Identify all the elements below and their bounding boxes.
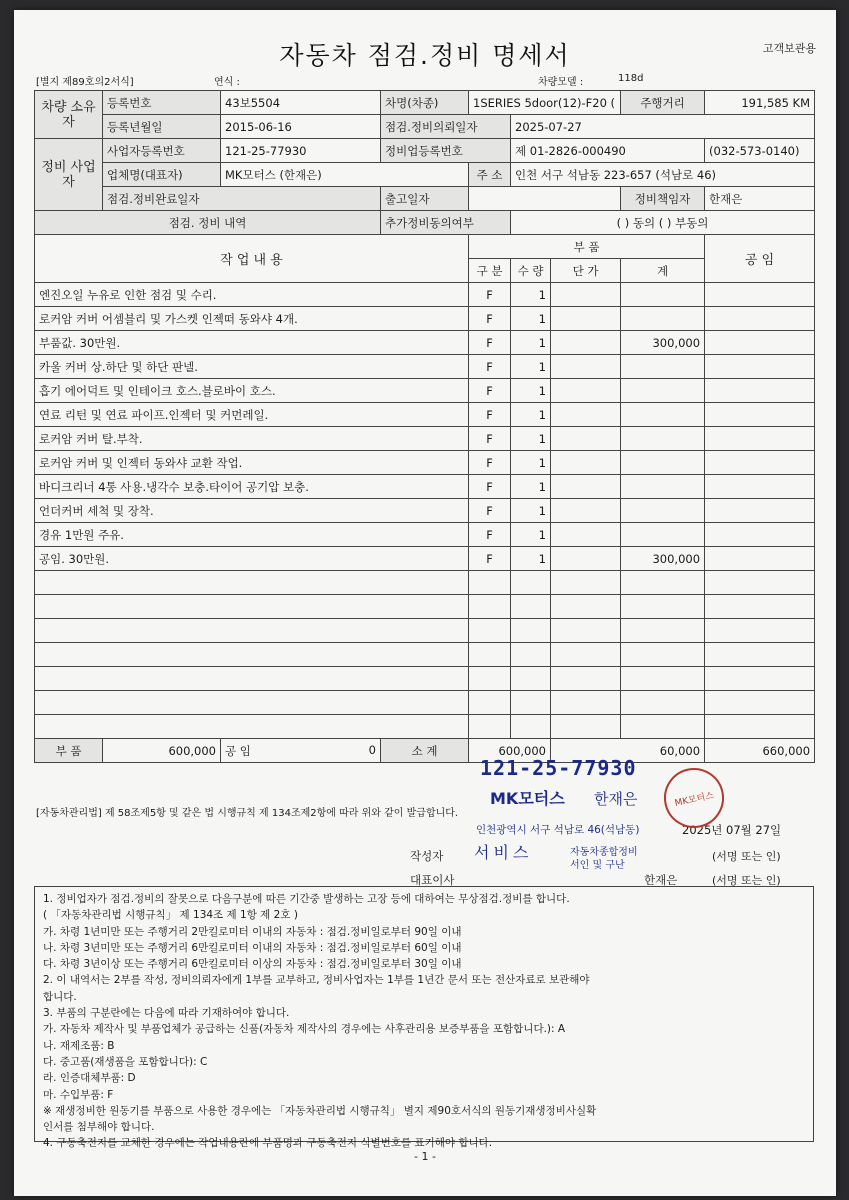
rep-label: 대표이사: [410, 873, 455, 887]
seal-text: 자동차종합정비 서인 및 구난: [570, 847, 638, 871]
col-qty: 수 량: [511, 259, 551, 283]
table-row: [35, 331, 815, 355]
notes-box: [34, 886, 814, 1150]
writer-sign: 서비스: [474, 843, 533, 862]
address-value: 인천 서구 석남동 223-657 (석남로 46): [511, 163, 815, 187]
labor-total-value: 0: [368, 742, 376, 757]
part-total: 300,000: [621, 331, 705, 355]
shop-section-label: 정비 사업자: [35, 139, 103, 211]
note-line: 1. 정비업자가 점검.정비의 잘못으로 다음구분에 따른 기간중 발생하는 고장 등에 대하여는 무상점검.정비를 합니다.: [43, 893, 570, 905]
note-line: ※ 재생정비한 원동기를 부품으로 사용한 경우에는 「자동차관리법 시행규칙」 별지 제90호서식의 원동기재생정비사실확: [43, 1104, 597, 1117]
note-line: 마. 수입부품: F: [43, 1088, 114, 1101]
invoice-paper: [14, 10, 836, 1196]
table-row: [35, 283, 815, 307]
note-line: 다. 차령 3년이상 또는 주행거리 6만킬로미터 이상의 자동차 : 점검.정비일로부터 30일 이내: [43, 958, 462, 971]
work-desc: 로커암 커버 및 인젝터 동와샤 교환 작업.: [35, 451, 469, 475]
work-desc: 공임. 30만원.: [35, 547, 469, 571]
part-type: F: [469, 403, 511, 427]
work-desc: 로커암 커버 어셈블리 및 가스켓 인젝떠 동와샤 4개.: [35, 307, 469, 331]
address-label: 주 소: [469, 163, 511, 187]
form-number: [별지 제89호의2서식]: [36, 77, 134, 88]
part-qty: 1: [511, 475, 551, 499]
part-unit: [551, 499, 621, 523]
table-row: [35, 499, 815, 523]
note-line: 나. 재제조품: B: [43, 1039, 115, 1052]
subtotal-value: 600,000: [469, 739, 551, 763]
mileage-label: 주행거리: [621, 91, 705, 115]
parts-total-label: 부 품: [35, 739, 103, 763]
grand-total: 660,000: [705, 739, 815, 763]
table-row: [35, 643, 815, 667]
parts-header: 부 품: [469, 235, 705, 259]
car-name-label: 차명(차종): [381, 91, 469, 115]
part-type: F: [469, 283, 511, 307]
note-line: 가. 자동차 제작사 및 부품업체가 공급하는 신품(자동차 제작사의 경우에는 사후관리용 보증부품을 포함합니다.): A: [43, 1023, 566, 1036]
note-line: ( 「자동차관리법 시행규칙」 제 134조 제 1항 제 2호 ): [43, 909, 298, 922]
part-qty: 1: [511, 547, 551, 571]
shop-phone: (032-573-0140): [705, 139, 815, 163]
table-row: [35, 571, 815, 595]
part-unit: [551, 331, 621, 355]
note-line: 4. 구동축전지를 교체한 경우에는 작업내용란에 부품명과 구동축전지 식별번호를 표기해야 합니다.: [43, 1137, 493, 1150]
totals-row: [35, 739, 815, 763]
car-name-value: 1SERIES 5door(12)-F20 (: [469, 91, 621, 115]
stamp-owner: 한재은: [594, 790, 638, 808]
sign-note-2: (서명 또는 인): [712, 874, 781, 887]
stamp-address: 인천광역시 서구 석남로 46(석남동): [476, 824, 640, 836]
part-type: F: [469, 307, 511, 331]
part-unit: [551, 451, 621, 475]
reg-no-label: 등록번호: [103, 91, 221, 115]
table-row: [35, 475, 815, 499]
note-line: 2. 이 내역서는 2부를 작성, 정비의뢰자에게 1부를 교부하고, 정비사업자는 1부를 1년간 문서 또는 전산자료로 보관해야: [43, 974, 590, 987]
labor-header: 공 임: [705, 235, 815, 283]
part-total: 300,000: [621, 547, 705, 571]
reg-date-label: 등록년월일: [103, 115, 221, 139]
work-desc: 부품값. 30만원.: [35, 331, 469, 355]
table-row: [35, 523, 815, 547]
shop-name-label: 업체명(대표자): [103, 163, 221, 187]
part-qty: 1: [511, 355, 551, 379]
table-row: [35, 403, 815, 427]
part-qty: 1: [511, 283, 551, 307]
manager-value: 한재은: [705, 187, 815, 211]
part-qty: 1: [511, 403, 551, 427]
note-line: 3. 부품의 구분란에는 다음에 따라 기재하여야 합니다.: [43, 1007, 290, 1020]
release-date-label: 출고일자: [381, 187, 469, 211]
part-unit: [551, 379, 621, 403]
part-type: F: [469, 451, 511, 475]
note-line: 나. 차령 3년미만 또는 주행거리 6만킬로미터 이내의 자동차 : 점검.정비일로부터 60일 이내: [43, 941, 462, 954]
table-row: [35, 427, 815, 451]
note-line: 다. 중고품(재생품을 포함합니다): C: [43, 1055, 208, 1068]
request-date-label: 점검.정비의뢰일자: [381, 115, 511, 139]
work-desc: 카울 커버 상.하단 및 하단 판넬.: [35, 355, 469, 379]
note-line: 합니다.: [43, 990, 77, 1003]
parts-total-value: 600,000: [103, 739, 221, 763]
biz-no-label: 사업자등록번호: [103, 139, 221, 163]
part-unit: [551, 475, 621, 499]
work-desc: 로커암 커버 탈.부착.: [35, 427, 469, 451]
part-unit: [551, 283, 621, 307]
part-type: F: [469, 547, 511, 571]
part-total: [621, 403, 705, 427]
part-total: [621, 307, 705, 331]
part-qty: 1: [511, 523, 551, 547]
vat-value: 60,000: [551, 739, 705, 763]
table-row: [35, 667, 815, 691]
col-type: 구 분: [469, 259, 511, 283]
reg-no-value: 43보5504: [221, 91, 381, 115]
table-row: [35, 379, 815, 403]
work-desc: 흡기 에어덕트 및 인테이크 호스.블로바이 호스.: [35, 379, 469, 403]
work-desc: 엔진오일 누유로 인한 점검 및 수리.: [35, 283, 469, 307]
part-unit: [551, 547, 621, 571]
table-row: [35, 547, 815, 571]
table-row: [35, 355, 815, 379]
part-unit: [551, 355, 621, 379]
model-label: 차량모델 :: [538, 77, 584, 88]
part-type: F: [469, 355, 511, 379]
company-seal: MK모터스: [658, 762, 729, 833]
part-type: F: [469, 523, 511, 547]
copy-tag: 고객보관용: [762, 42, 816, 55]
rep-name: 한재은: [644, 873, 678, 887]
part-qty: 1: [511, 379, 551, 403]
note-line: 가. 차령 1년미만 또는 주행거리 2만킬로미터 이내의 자동차 : 점검.정비일로부터 90일 이내: [43, 925, 462, 938]
issue-date: 2025년 07월 27일: [682, 823, 782, 837]
part-total: [621, 499, 705, 523]
part-type: F: [469, 379, 511, 403]
table-row: [35, 451, 815, 475]
extra-consent-label: 추가정비동의여부: [381, 211, 511, 235]
invoice-table: [34, 90, 815, 763]
writer-label: 작성자: [410, 849, 444, 863]
part-total: [621, 475, 705, 499]
mileage-value: 191,585 KM: [705, 91, 815, 115]
extra-consent-value: ( ) 동의 ( ) 부동의: [511, 211, 815, 235]
work-desc: 경유 1만원 주유.: [35, 523, 469, 547]
part-type: F: [469, 427, 511, 451]
part-type: F: [469, 499, 511, 523]
part-total: [621, 355, 705, 379]
part-qty: 1: [511, 451, 551, 475]
owner-section-label: 차량 소유자: [35, 91, 103, 139]
part-total: [621, 451, 705, 475]
request-date-value: 2025-07-27: [511, 115, 815, 139]
sign-note-1: (서명 또는 인): [712, 850, 781, 863]
part-qty: 1: [511, 427, 551, 451]
work-desc: 바디크리너 4통 사용.냉각수 보충.타이어 공기압 보충.: [35, 475, 469, 499]
work-desc: 언더커버 세척 및 장착.: [35, 499, 469, 523]
note-line: 인서를 첨부해야 합니다.: [43, 1121, 155, 1134]
part-type: F: [469, 475, 511, 499]
table-row: [35, 619, 815, 643]
subtotal-label: 소 계: [381, 739, 469, 763]
part-unit: [551, 427, 621, 451]
col-unit: 단 가: [551, 259, 621, 283]
shop-reg-label: 정비업등록번호: [381, 139, 511, 163]
part-total: [621, 523, 705, 547]
stamp-name: MK모터스: [490, 789, 565, 808]
part-qty: 1: [511, 307, 551, 331]
legal-text: [자동차관리법] 제 58조제5항 및 같은 법 시행규칙 제 134조제2항에 따라 위와 같이 발급합니다.: [36, 808, 459, 819]
part-unit: [551, 403, 621, 427]
col-total: 계: [621, 259, 705, 283]
labor-total-label: 공 임: [225, 743, 251, 758]
table-row: [35, 307, 815, 331]
part-type: F: [469, 331, 511, 355]
shop-name-value: MK모터스 (한재은): [221, 163, 469, 187]
table-row: [35, 715, 815, 739]
part-total: [621, 427, 705, 451]
year-label: 연식 :: [214, 77, 240, 88]
stamp-biz-no: 121-25-77930: [480, 756, 637, 780]
work-desc: 연료 리턴 및 연료 파이프.인젝터 및 커먼레일.: [35, 403, 469, 427]
table-row: [35, 691, 815, 715]
reg-date-value: 2015-06-16: [221, 115, 381, 139]
shop-reg-value: 제 01-2826-000490: [511, 139, 705, 163]
complete-date-label: 점검.정비완료일자: [103, 187, 381, 211]
part-unit: [551, 523, 621, 547]
part-qty: 1: [511, 499, 551, 523]
biz-no-value: 121-25-77930: [221, 139, 381, 163]
page-number: - 1 -: [414, 1150, 436, 1163]
part-total: [621, 283, 705, 307]
part-total: [621, 379, 705, 403]
model-value: 118d: [618, 73, 644, 84]
page-title: 자동차 점검.정비 명세서: [279, 41, 571, 70]
manager-label: 정비책임자: [621, 187, 705, 211]
note-line: 라. 인증대체부품: D: [43, 1072, 136, 1085]
details-label: 점검. 정비 내역: [35, 211, 381, 235]
part-qty: 1: [511, 331, 551, 355]
part-unit: [551, 307, 621, 331]
table-row: [35, 595, 815, 619]
work-header: 작 업 내 용: [35, 235, 469, 283]
